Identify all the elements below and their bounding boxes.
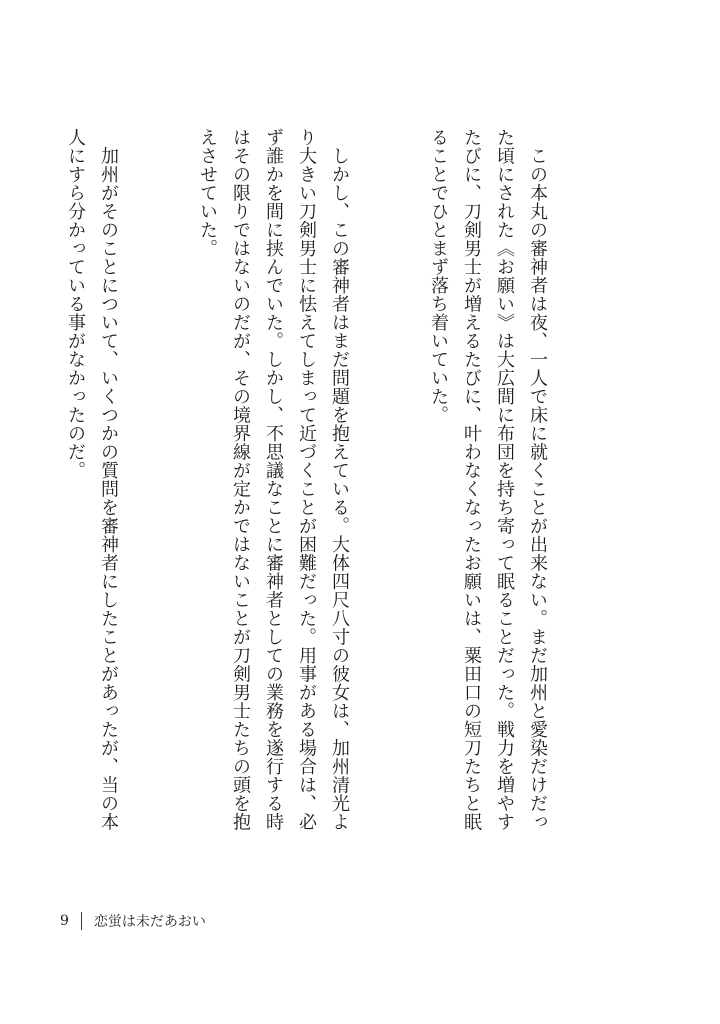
paragraph-2: しかし、この審神者はまだ問題を抱えている。大体四尺八寸の彼女は、加州清光より大きい刀剣男士に怯えてしまって近づくことが困難だった。用事がある場合は、必ず誰かを間に挟んでいた。しかし、不思議なことに審神者としての業務を遂行する時はその限りではないのだが、その境界線が定かではないことが刀剣男士たちの頭を抱えさせていた。 [197,128,350,831]
vertical-body-text [0,128,620,848]
paragraph-1: この本丸の審神者は夜、一人で床に就くことが出来ない。まだ加州と愛染だけだった頃にされた《お願い》は大広間に布団を持ち寄って眠ることだった。戦力を増やすたびに、刀剣男士が増えるたびに、叶わなくなったお願いは、粟田口の短刀たちと眠ることでひとまず落ち着いていた。 [428,128,548,831]
page-footer [60,908,206,934]
running-title: 恋蛍は未だあおい [93,914,206,930]
footer-divider [81,912,82,930]
page-number: 9 [60,913,69,929]
paragraph-3: 加州がそのことについて、いくつかの質問を審神者にしたことがあったが、当の本人にすら分かっている事がなかったのだ。 [65,128,119,831]
